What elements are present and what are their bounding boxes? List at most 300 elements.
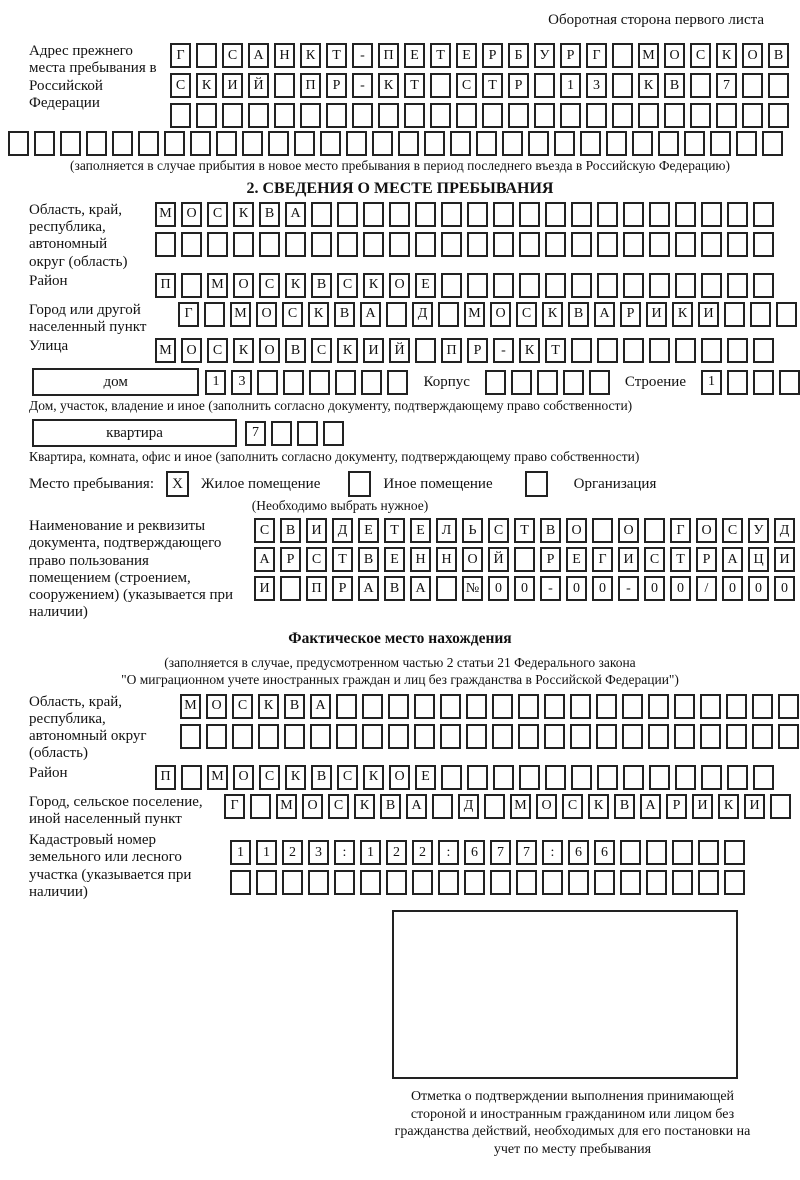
char-box[interactable] <box>482 103 503 128</box>
char-box[interactable] <box>386 870 407 895</box>
char-box[interactable]: К <box>258 694 279 719</box>
char-box[interactable] <box>181 273 202 298</box>
char-box[interactable]: С <box>644 547 665 572</box>
char-box[interactable]: : <box>542 840 563 865</box>
char-box[interactable] <box>389 232 410 257</box>
char-box[interactable]: П <box>306 576 327 601</box>
char-box[interactable] <box>336 724 357 749</box>
char-box[interactable] <box>436 576 457 601</box>
char-box[interactable] <box>337 202 358 227</box>
char-box[interactable] <box>492 724 513 749</box>
char-box[interactable]: Т <box>514 518 535 543</box>
char-box[interactable] <box>674 694 695 719</box>
char-box[interactable]: С <box>306 547 327 572</box>
char-box[interactable]: П <box>155 765 176 790</box>
char-box[interactable]: 7 <box>490 840 511 865</box>
char-box[interactable]: О <box>206 694 227 719</box>
char-box[interactable]: О <box>181 338 202 363</box>
char-box[interactable] <box>441 202 462 227</box>
char-box[interactable] <box>360 870 381 895</box>
char-box[interactable]: В <box>358 547 379 572</box>
char-box[interactable] <box>648 694 669 719</box>
char-box[interactable]: И <box>744 794 765 819</box>
char-box[interactable]: М <box>207 765 228 790</box>
char-box[interactable] <box>597 338 618 363</box>
char-box[interactable]: О <box>618 518 639 543</box>
char-box[interactable] <box>571 232 592 257</box>
char-box[interactable] <box>563 370 584 395</box>
char-box[interactable] <box>544 724 565 749</box>
char-box[interactable] <box>502 131 523 156</box>
char-box[interactable] <box>542 870 563 895</box>
char-box[interactable]: Д <box>412 302 433 327</box>
char-box[interactable] <box>464 870 485 895</box>
char-box[interactable]: М <box>155 338 176 363</box>
char-box[interactable]: 3 <box>308 840 329 865</box>
char-box[interactable] <box>335 370 356 395</box>
char-box[interactable] <box>596 724 617 749</box>
char-box[interactable] <box>283 370 304 395</box>
char-box[interactable] <box>363 232 384 257</box>
char-box[interactable]: С <box>207 338 228 363</box>
char-box[interactable]: В <box>664 73 685 98</box>
char-box[interactable] <box>490 870 511 895</box>
char-box[interactable]: С <box>207 202 228 227</box>
char-box[interactable]: Г <box>170 43 191 68</box>
char-box[interactable] <box>34 131 55 156</box>
char-box[interactable] <box>493 273 514 298</box>
char-box[interactable]: М <box>638 43 659 68</box>
char-box[interactable] <box>466 724 487 749</box>
char-box[interactable] <box>438 870 459 895</box>
char-box[interactable] <box>430 73 451 98</box>
char-box[interactable]: А <box>594 302 615 327</box>
char-box[interactable]: О <box>536 794 557 819</box>
char-box[interactable] <box>476 131 497 156</box>
char-box[interactable] <box>674 724 695 749</box>
char-box[interactable] <box>710 131 731 156</box>
char-box[interactable] <box>516 870 537 895</box>
char-box[interactable] <box>282 870 303 895</box>
char-box[interactable] <box>701 765 722 790</box>
char-box[interactable] <box>398 131 419 156</box>
char-box[interactable] <box>649 232 670 257</box>
char-box[interactable] <box>534 103 555 128</box>
char-box[interactable]: - <box>493 338 514 363</box>
char-box[interactable] <box>336 694 357 719</box>
char-box[interactable] <box>779 370 800 395</box>
char-box[interactable]: С <box>337 273 358 298</box>
char-box[interactable] <box>519 202 540 227</box>
char-box[interactable] <box>257 370 278 395</box>
char-box[interactable]: С <box>337 765 358 790</box>
char-box[interactable] <box>646 870 667 895</box>
char-box[interactable] <box>362 724 383 749</box>
char-box[interactable]: С <box>259 765 280 790</box>
char-box[interactable] <box>701 202 722 227</box>
char-box[interactable] <box>724 302 745 327</box>
char-box[interactable] <box>268 131 289 156</box>
char-box[interactable]: 7 <box>516 840 537 865</box>
char-box[interactable] <box>196 103 217 128</box>
char-box[interactable]: Р <box>666 794 687 819</box>
char-box[interactable] <box>727 338 748 363</box>
char-box[interactable] <box>492 694 513 719</box>
char-box[interactable] <box>612 73 633 98</box>
char-box[interactable]: К <box>354 794 375 819</box>
char-box[interactable] <box>432 794 453 819</box>
char-box[interactable] <box>138 131 159 156</box>
char-box[interactable]: О <box>233 765 254 790</box>
char-box[interactable] <box>438 302 459 327</box>
char-box[interactable] <box>361 370 382 395</box>
char-box[interactable] <box>648 724 669 749</box>
char-box[interactable] <box>180 724 201 749</box>
char-box[interactable]: В <box>384 576 405 601</box>
char-box[interactable]: М <box>276 794 297 819</box>
char-box[interactable] <box>466 694 487 719</box>
char-box[interactable]: С <box>562 794 583 819</box>
char-box[interactable] <box>271 421 292 446</box>
char-box[interactable] <box>644 518 665 543</box>
char-box[interactable]: 1 <box>230 840 251 865</box>
char-box[interactable] <box>727 273 748 298</box>
char-box[interactable] <box>233 232 254 257</box>
char-box[interactable] <box>181 232 202 257</box>
char-box[interactable]: С <box>690 43 711 68</box>
char-box[interactable] <box>684 131 705 156</box>
char-box[interactable]: Р <box>508 73 529 98</box>
char-box[interactable] <box>571 202 592 227</box>
char-box[interactable] <box>528 131 549 156</box>
char-box[interactable] <box>597 273 618 298</box>
char-box[interactable] <box>155 232 176 257</box>
char-box[interactable]: О <box>233 273 254 298</box>
char-box[interactable] <box>570 694 591 719</box>
char-box[interactable] <box>649 338 670 363</box>
char-box[interactable]: 0 <box>592 576 613 601</box>
char-box[interactable]: М <box>464 302 485 327</box>
char-box[interactable]: П <box>300 73 321 98</box>
char-box[interactable]: Р <box>326 73 347 98</box>
char-box[interactable] <box>762 131 783 156</box>
char-box[interactable] <box>222 103 243 128</box>
char-box[interactable]: К <box>716 43 737 68</box>
char-box[interactable]: К <box>363 273 384 298</box>
char-box[interactable]: Г <box>586 43 607 68</box>
char-box[interactable]: Е <box>384 547 405 572</box>
char-box[interactable]: С <box>222 43 243 68</box>
char-box[interactable] <box>701 232 722 257</box>
char-box[interactable] <box>441 273 462 298</box>
char-box[interactable] <box>378 103 399 128</box>
char-box[interactable] <box>597 202 618 227</box>
char-box[interactable]: К <box>300 43 321 68</box>
char-box[interactable]: 1 <box>256 840 277 865</box>
char-box[interactable] <box>742 103 763 128</box>
char-box[interactable] <box>638 103 659 128</box>
char-box[interactable] <box>675 273 696 298</box>
char-box[interactable]: В <box>568 302 589 327</box>
char-box[interactable]: В <box>614 794 635 819</box>
char-box[interactable] <box>320 131 341 156</box>
char-box[interactable]: И <box>254 576 275 601</box>
char-box[interactable] <box>297 421 318 446</box>
char-box[interactable] <box>309 370 330 395</box>
char-box[interactable] <box>753 370 774 395</box>
char-box[interactable]: Т <box>404 73 425 98</box>
char-box[interactable] <box>568 870 589 895</box>
char-box[interactable]: Е <box>404 43 425 68</box>
char-box[interactable]: Д <box>774 518 795 543</box>
char-box[interactable] <box>701 338 722 363</box>
char-box[interactable] <box>311 232 332 257</box>
char-box[interactable]: К <box>337 338 358 363</box>
char-box[interactable] <box>485 370 506 395</box>
char-box[interactable] <box>554 131 575 156</box>
char-box[interactable]: В <box>334 302 355 327</box>
char-box[interactable] <box>404 103 425 128</box>
char-box[interactable] <box>441 232 462 257</box>
char-box[interactable] <box>181 765 202 790</box>
char-box[interactable] <box>592 518 613 543</box>
char-box[interactable] <box>658 131 679 156</box>
char-box[interactable] <box>467 202 488 227</box>
char-box[interactable] <box>519 232 540 257</box>
char-box[interactable] <box>672 840 693 865</box>
char-box[interactable] <box>274 103 295 128</box>
char-box[interactable]: М <box>207 273 228 298</box>
char-box[interactable] <box>742 73 763 98</box>
char-box[interactable]: О <box>389 765 410 790</box>
char-box[interactable]: К <box>196 73 217 98</box>
char-box[interactable]: 0 <box>514 576 535 601</box>
char-box[interactable] <box>597 232 618 257</box>
char-box[interactable] <box>778 694 799 719</box>
char-box[interactable]: И <box>698 302 719 327</box>
char-box[interactable]: С <box>516 302 537 327</box>
char-box[interactable]: Б <box>508 43 529 68</box>
char-box[interactable] <box>753 338 774 363</box>
char-box[interactable]: А <box>360 302 381 327</box>
char-box[interactable]: А <box>722 547 743 572</box>
char-box[interactable] <box>164 131 185 156</box>
char-box[interactable] <box>112 131 133 156</box>
char-box[interactable] <box>280 576 301 601</box>
char-box[interactable]: В <box>311 765 332 790</box>
char-box[interactable]: О <box>259 338 280 363</box>
char-box[interactable]: С <box>254 518 275 543</box>
char-box[interactable] <box>352 103 373 128</box>
char-box[interactable] <box>544 694 565 719</box>
char-box[interactable]: Е <box>358 518 379 543</box>
char-box[interactable] <box>690 73 711 98</box>
char-box[interactable]: 1 <box>701 370 722 395</box>
char-box[interactable] <box>571 338 592 363</box>
char-box[interactable] <box>511 370 532 395</box>
char-box[interactable] <box>467 273 488 298</box>
char-box[interactable]: 0 <box>566 576 587 601</box>
char-box[interactable]: К <box>233 202 254 227</box>
char-box[interactable] <box>196 43 217 68</box>
char-box[interactable]: Г <box>178 302 199 327</box>
char-box[interactable] <box>736 131 757 156</box>
char-box[interactable] <box>232 724 253 749</box>
char-box[interactable] <box>726 724 747 749</box>
char-box[interactable] <box>537 370 558 395</box>
char-box[interactable]: К <box>519 338 540 363</box>
char-box[interactable] <box>170 103 191 128</box>
char-box[interactable] <box>412 870 433 895</box>
char-box[interactable] <box>698 870 719 895</box>
char-box[interactable] <box>701 273 722 298</box>
char-box[interactable]: В <box>285 338 306 363</box>
char-box[interactable] <box>414 724 435 749</box>
char-box[interactable]: 0 <box>644 576 665 601</box>
char-box[interactable] <box>622 724 643 749</box>
char-box[interactable] <box>597 765 618 790</box>
char-box[interactable]: И <box>774 547 795 572</box>
char-box[interactable]: К <box>308 302 329 327</box>
char-box[interactable] <box>60 131 81 156</box>
char-box[interactable] <box>440 694 461 719</box>
char-box[interactable] <box>724 870 745 895</box>
char-box[interactable]: И <box>618 547 639 572</box>
char-box[interactable]: А <box>254 547 275 572</box>
char-box[interactable] <box>362 694 383 719</box>
char-box[interactable]: 3 <box>231 370 252 395</box>
char-box[interactable]: С <box>259 273 280 298</box>
char-box[interactable]: - <box>352 73 373 98</box>
char-box[interactable]: 1 <box>560 73 581 98</box>
char-box[interactable]: М <box>180 694 201 719</box>
char-box[interactable] <box>594 870 615 895</box>
char-box[interactable]: К <box>638 73 659 98</box>
char-box[interactable]: И <box>646 302 667 327</box>
char-box[interactable]: О <box>389 273 410 298</box>
char-box[interactable] <box>206 724 227 749</box>
char-box[interactable]: Е <box>566 547 587 572</box>
char-box[interactable]: М <box>230 302 251 327</box>
char-box[interactable]: 6 <box>464 840 485 865</box>
char-box[interactable]: И <box>222 73 243 98</box>
char-box[interactable]: С <box>328 794 349 819</box>
char-box[interactable] <box>571 765 592 790</box>
char-box[interactable] <box>753 232 774 257</box>
char-box[interactable] <box>700 694 721 719</box>
char-box[interactable]: Т <box>670 547 691 572</box>
char-box[interactable] <box>606 131 627 156</box>
char-box[interactable] <box>632 131 653 156</box>
char-box[interactable]: С <box>170 73 191 98</box>
char-box[interactable] <box>727 232 748 257</box>
char-box[interactable] <box>649 202 670 227</box>
char-box[interactable] <box>623 273 644 298</box>
char-box[interactable]: Р <box>482 43 503 68</box>
char-box[interactable] <box>346 131 367 156</box>
char-box[interactable]: / <box>696 576 717 601</box>
char-box[interactable] <box>424 131 445 156</box>
char-box[interactable]: С <box>282 302 303 327</box>
char-box[interactable]: Р <box>467 338 488 363</box>
char-box[interactable]: О <box>462 547 483 572</box>
char-box[interactable] <box>726 694 747 719</box>
char-box[interactable]: О <box>256 302 277 327</box>
char-box[interactable]: Р <box>540 547 561 572</box>
char-box[interactable]: К <box>285 765 306 790</box>
char-box[interactable] <box>8 131 29 156</box>
char-box[interactable]: Т <box>384 518 405 543</box>
char-box[interactable] <box>778 724 799 749</box>
char-box[interactable] <box>776 302 797 327</box>
char-box[interactable]: А <box>406 794 427 819</box>
char-box[interactable] <box>294 131 315 156</box>
char-box[interactable] <box>467 765 488 790</box>
char-box[interactable]: К <box>718 794 739 819</box>
checkbox-residential[interactable]: X <box>166 471 189 497</box>
char-box[interactable] <box>596 694 617 719</box>
char-box[interactable]: А <box>410 576 431 601</box>
char-box[interactable]: - <box>618 576 639 601</box>
char-box[interactable]: Г <box>224 794 245 819</box>
char-box[interactable]: Е <box>410 518 431 543</box>
char-box[interactable] <box>415 202 436 227</box>
char-box[interactable] <box>514 547 535 572</box>
char-box[interactable]: И <box>692 794 713 819</box>
char-box[interactable]: Й <box>488 547 509 572</box>
char-box[interactable]: В <box>284 694 305 719</box>
char-box[interactable] <box>649 765 670 790</box>
char-box[interactable]: М <box>155 202 176 227</box>
char-box[interactable] <box>284 724 305 749</box>
char-box[interactable]: С <box>311 338 332 363</box>
char-box[interactable]: Е <box>415 273 436 298</box>
char-box[interactable] <box>363 202 384 227</box>
char-box[interactable] <box>622 694 643 719</box>
char-box[interactable] <box>414 694 435 719</box>
char-box[interactable]: 1 <box>205 370 226 395</box>
char-box[interactable] <box>753 765 774 790</box>
char-box[interactable]: : <box>334 840 355 865</box>
char-box[interactable]: К <box>542 302 563 327</box>
char-box[interactable] <box>285 232 306 257</box>
char-box[interactable] <box>190 131 211 156</box>
char-box[interactable]: 0 <box>722 576 743 601</box>
char-box[interactable]: Е <box>415 765 436 790</box>
char-box[interactable]: Т <box>430 43 451 68</box>
char-box[interactable]: С <box>488 518 509 543</box>
checkbox-other-premises[interactable] <box>348 471 371 497</box>
char-box[interactable] <box>456 103 477 128</box>
char-box[interactable]: К <box>672 302 693 327</box>
char-box[interactable]: С <box>722 518 743 543</box>
char-box[interactable]: А <box>640 794 661 819</box>
char-box[interactable] <box>768 73 789 98</box>
char-box[interactable] <box>612 103 633 128</box>
char-box[interactable]: К <box>285 273 306 298</box>
char-box[interactable] <box>664 103 685 128</box>
char-box[interactable]: В <box>280 518 301 543</box>
char-box[interactable] <box>493 202 514 227</box>
char-box[interactable]: Н <box>436 547 457 572</box>
char-box[interactable]: О <box>664 43 685 68</box>
char-box[interactable] <box>310 724 331 749</box>
char-box[interactable] <box>493 232 514 257</box>
char-box[interactable] <box>388 694 409 719</box>
char-box[interactable] <box>519 765 540 790</box>
char-box[interactable]: Е <box>456 43 477 68</box>
char-box[interactable]: М <box>510 794 531 819</box>
